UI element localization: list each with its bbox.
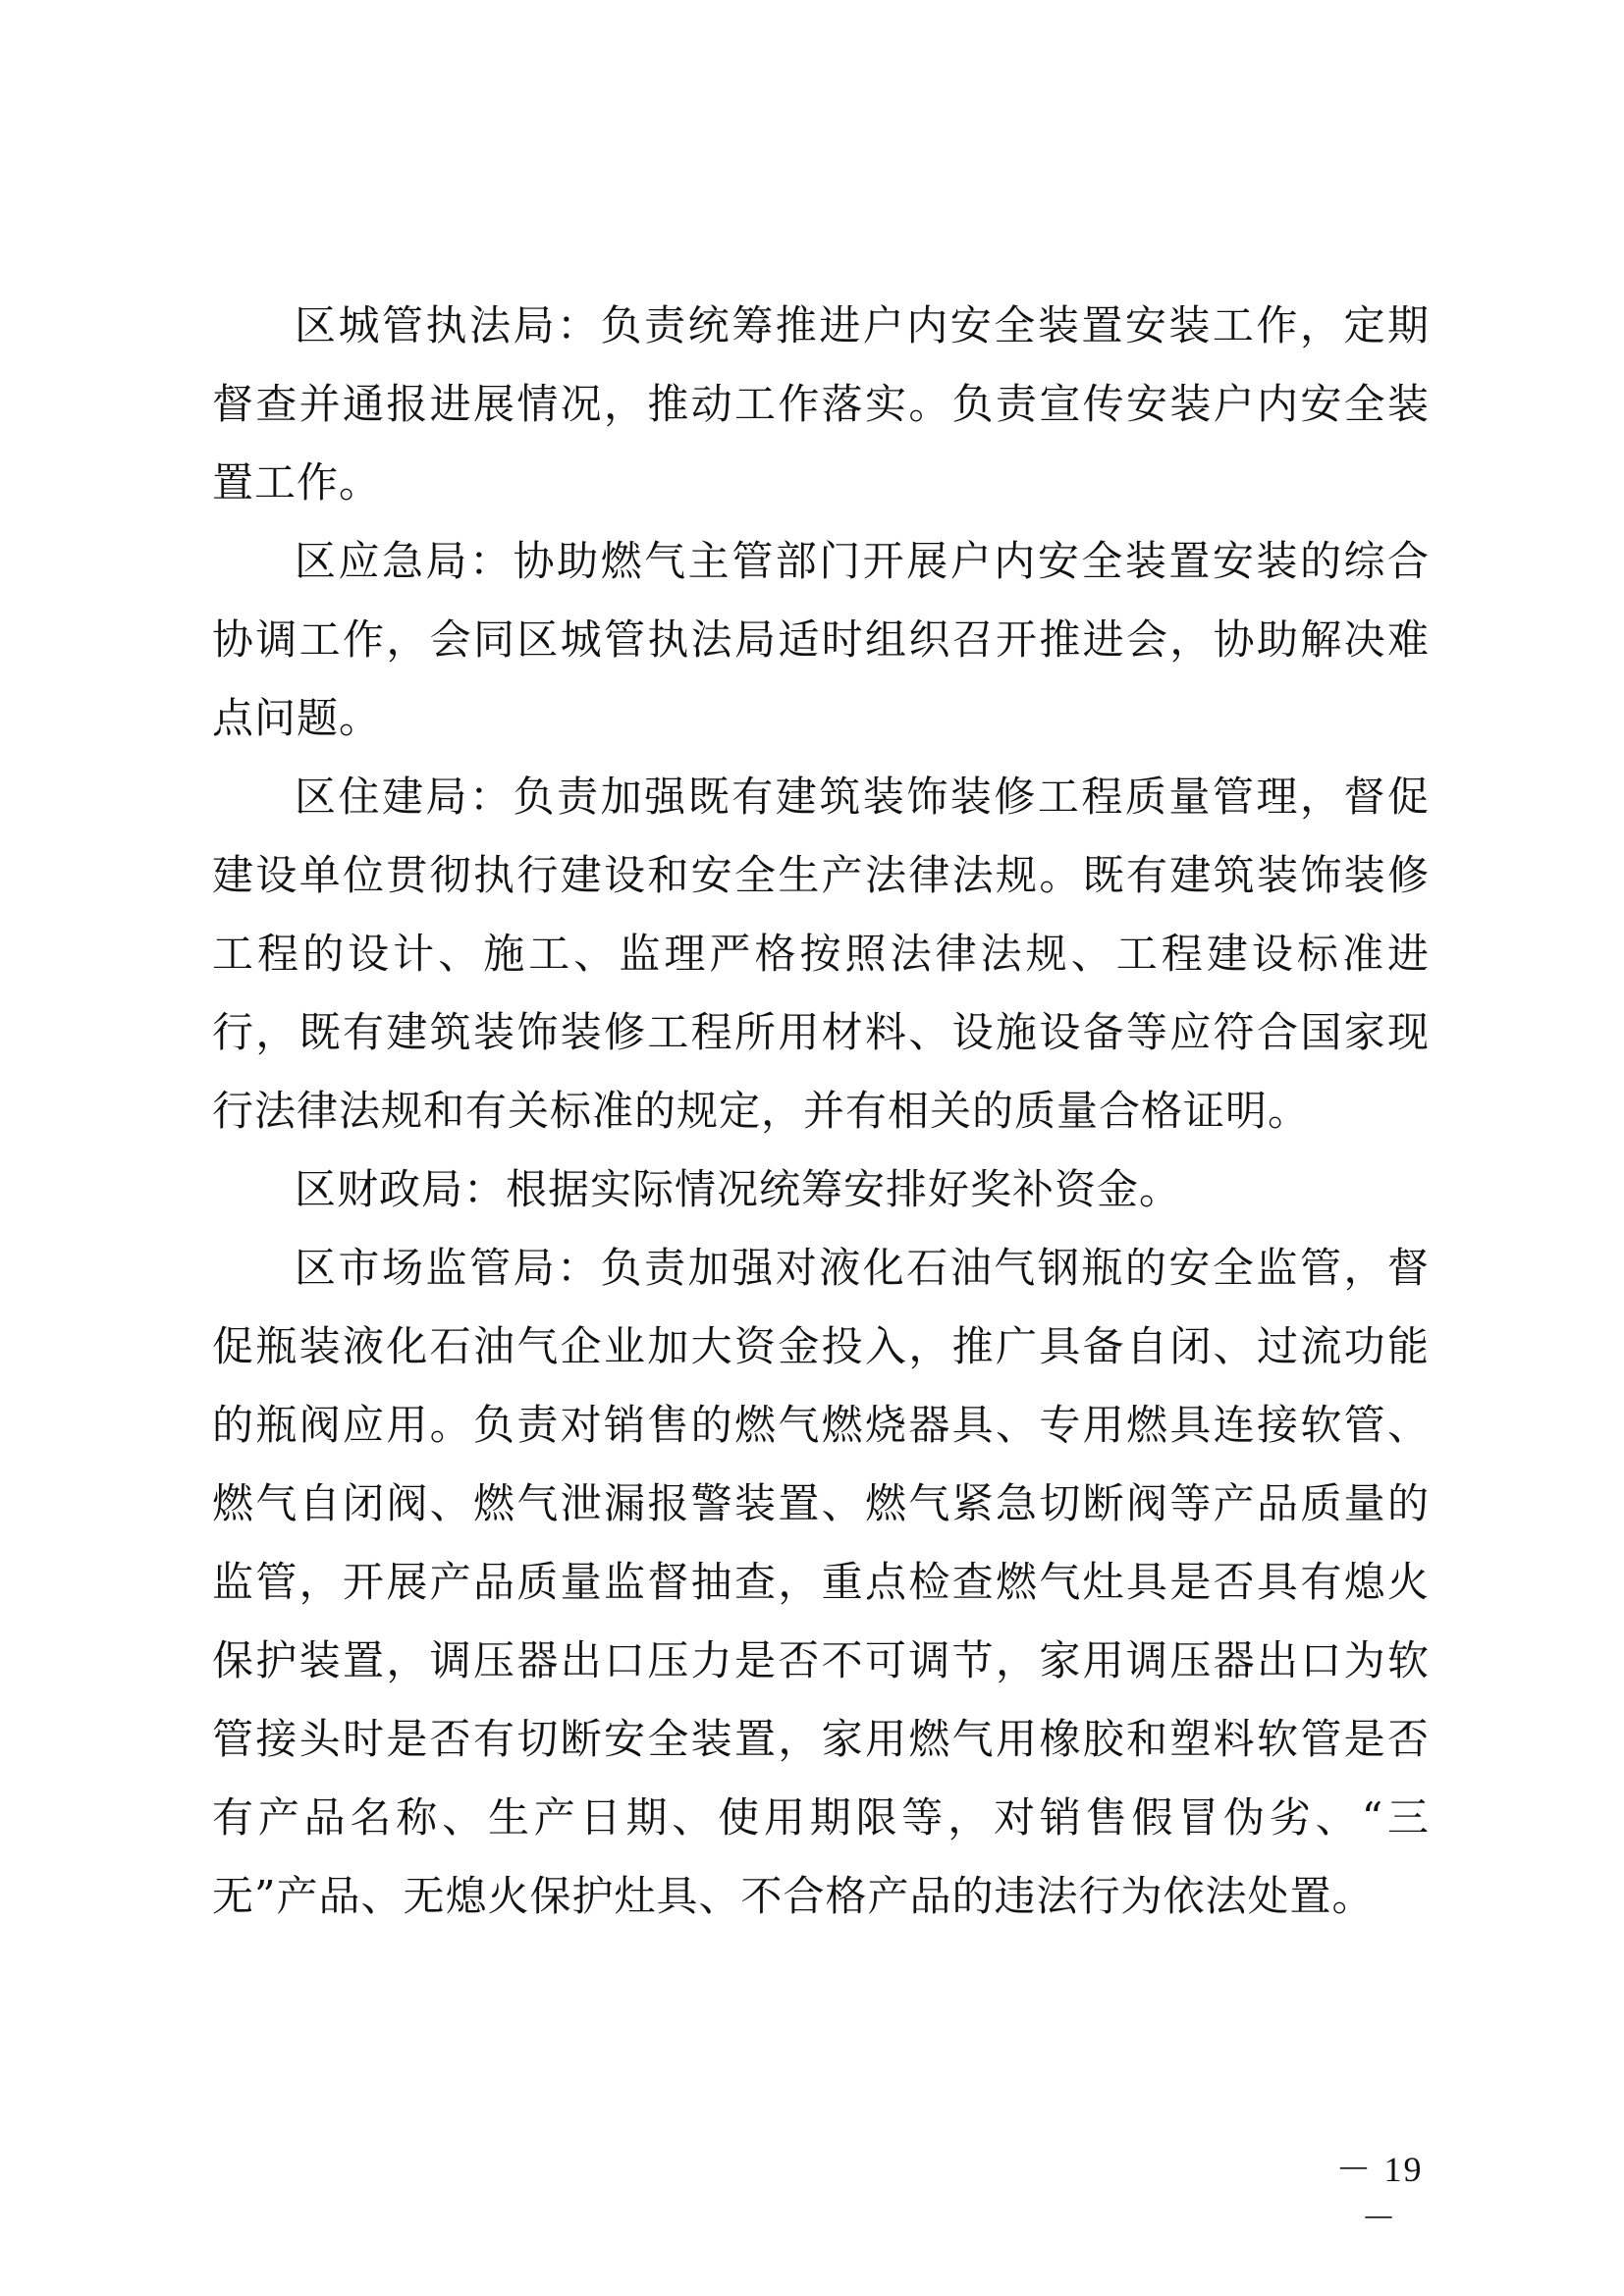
paragraph-district-housing-construction: 区住建局：负责加强既有建筑装饰装修工程质量管理，督促建设单位贯彻执行建设和安全生产法律法规。既有建筑装饰装修工程的设计、施工、监理严格按照法律法规、工程建设标准进行，既有建筑装饰装修工程所用材料、设施设备等应符合国家现行法律法规和有关标准的规定，并有相关的质量合格证明。 (212, 773, 1430, 1135)
paragraph-district-market-supervision: 区市场监管局：负责加强对液化石油气钢瓶的安全监管，督促瓶装液化石油气企业加大资金投入，推广具备自闭、过流功能的瓶阀应用。负责对销售的燃气燃烧器具、专用燃具连接软管、燃气自闭阀、燃气泄漏报警装置、燃气紧急切断阀等产品质量的监管，开展产品质量监督抽查，重点检查燃气灶具是否具有熄火保护装置，调压器出口压力是否不可调节，家用调压器出口为软管接头时是否有切断安全装置，家用燃气用橡胶和塑料软管是否有产品名称、生产日期、使用期限等，对销售假冒伪劣、“三无”产品、无熄火保护灶具、不合格产品的违法行为依法处置。 (212, 1244, 1430, 1920)
paragraph-district-urban-management: 区城管执法局：负责统筹推进户内安全装置安装工作，定期督查并通报进展情况，推动工作落实。负责宣传安装户内安全装置工作。 (212, 301, 1430, 507)
page-number: － 19 － (1335, 2150, 1424, 2238)
document-body (212, 287, 1430, 1936)
paragraph-district-finance-bureau: 区财政局：根据实际情况统筹安排好奖补资金。 (295, 1165, 1182, 1213)
paragraph-district-emergency-bureau: 区应急局：协助燃气主管部门开展户内安全装置安装的综合协调工作，会同区城管执法局适时组织召开推进会，协助解决难点问题。 (212, 537, 1430, 742)
